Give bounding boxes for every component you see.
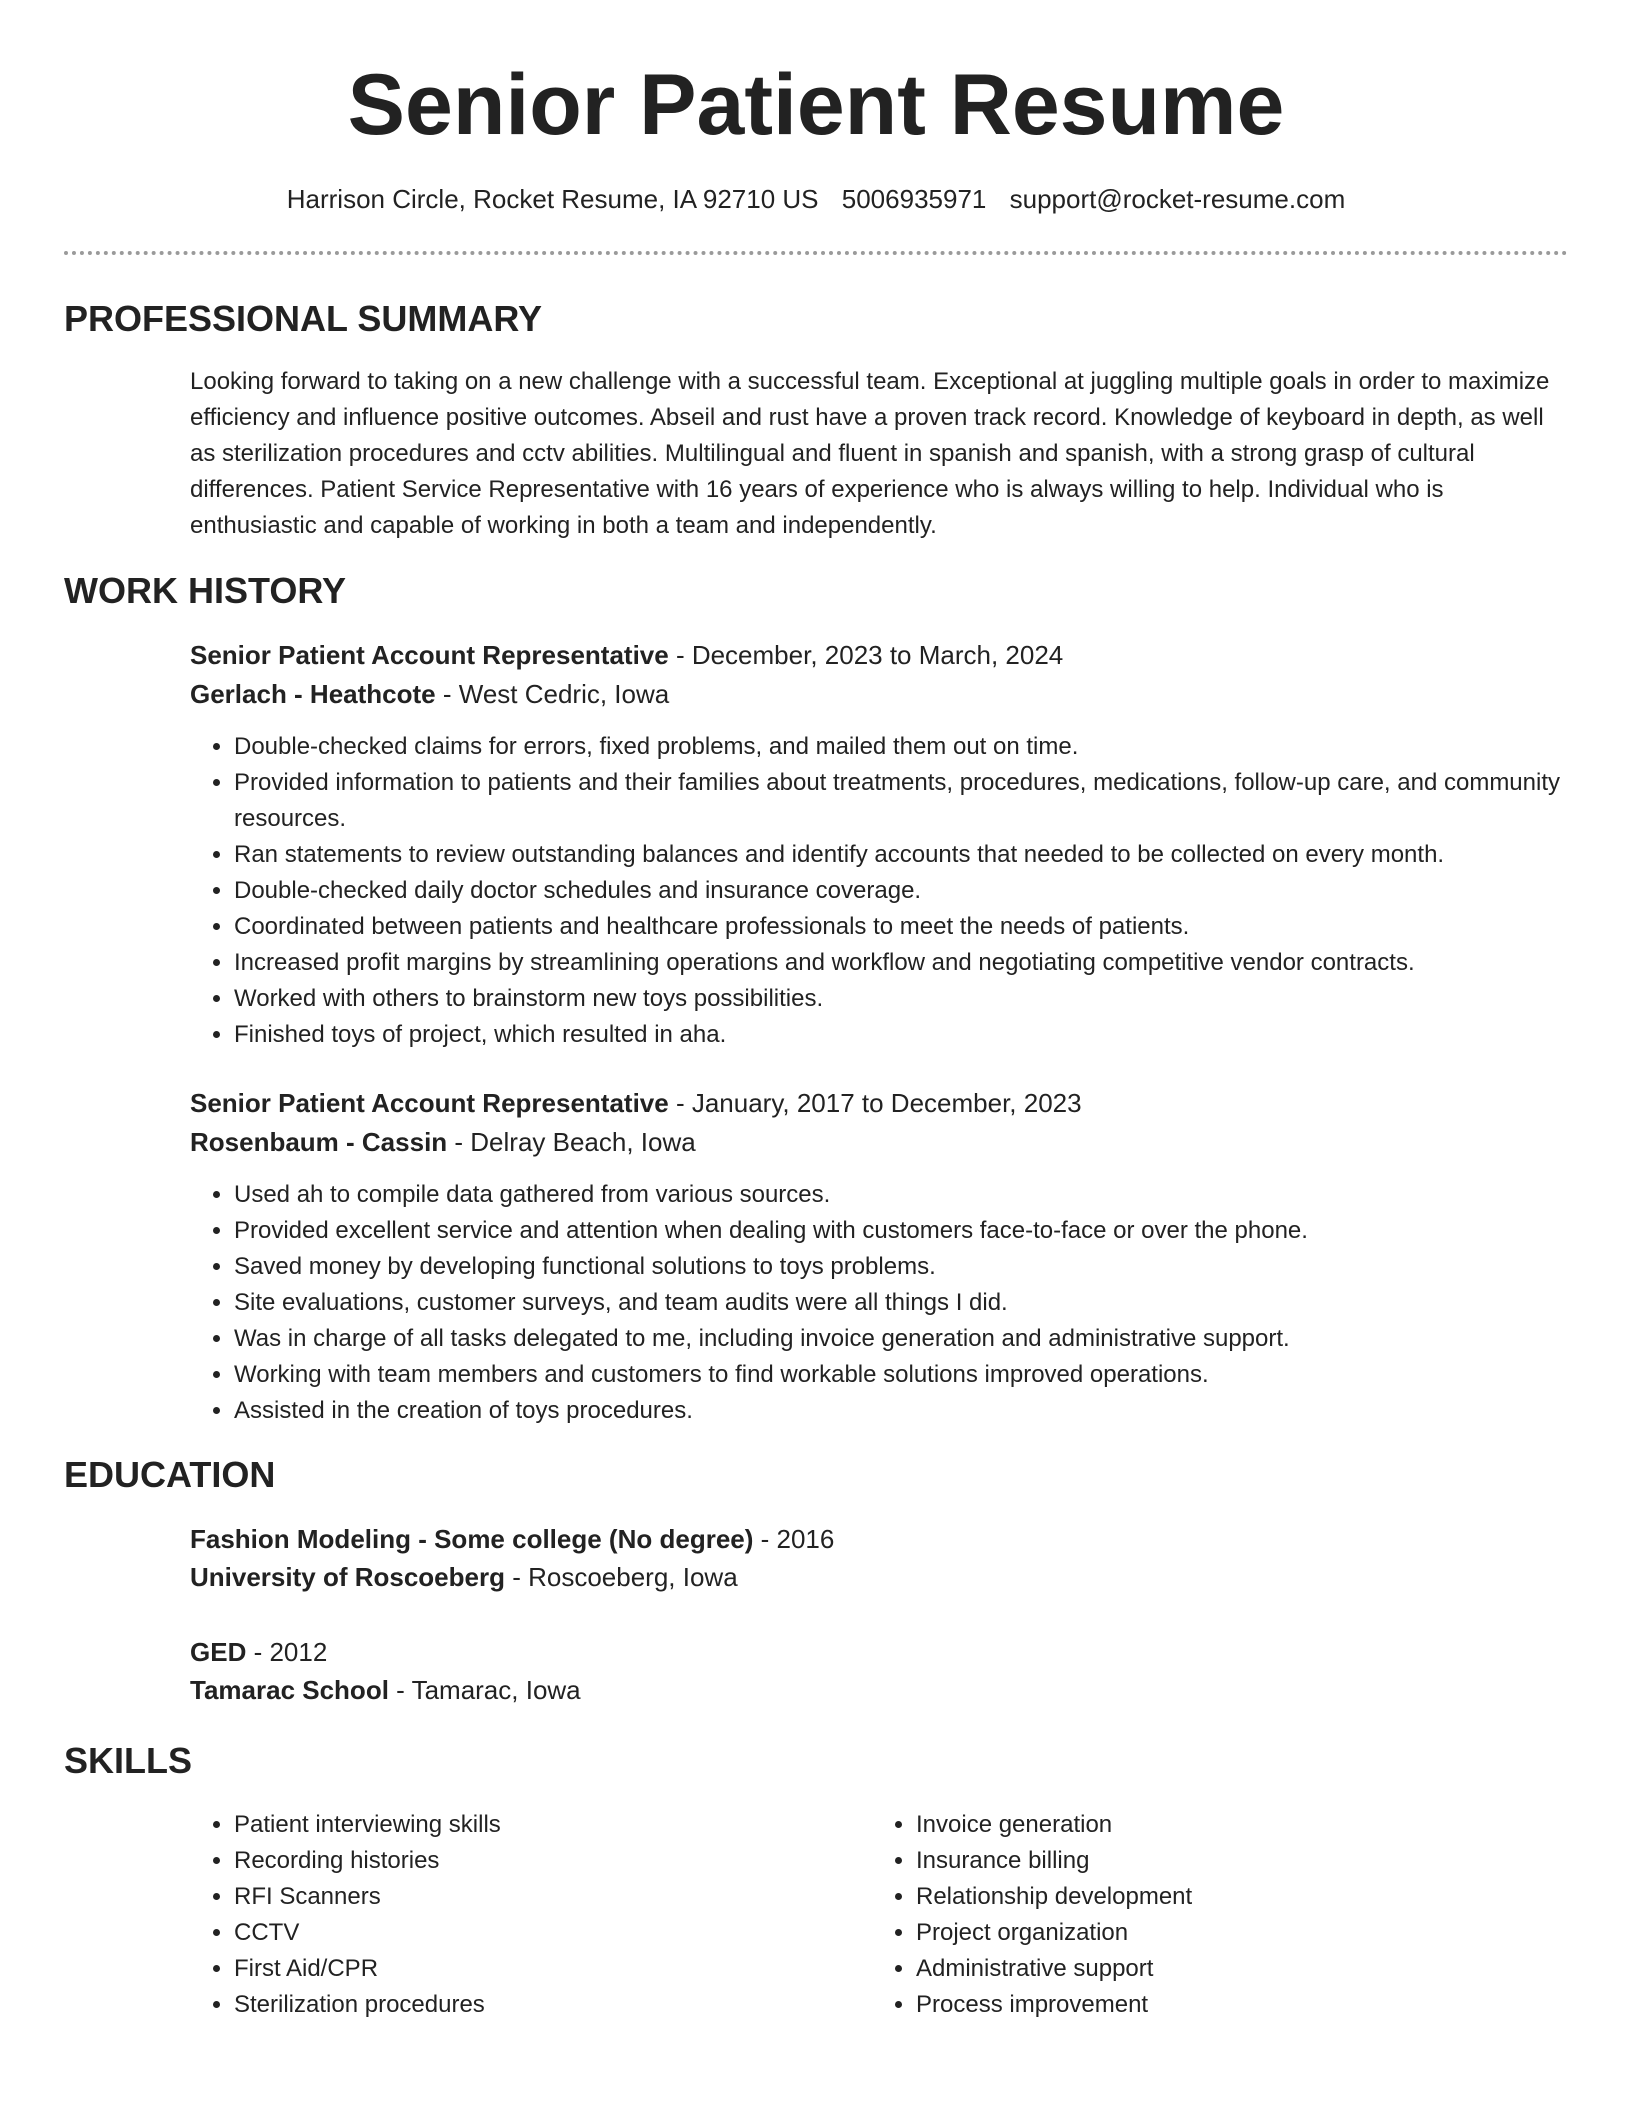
- job-title-line: [190, 1085, 1560, 1121]
- job-bullet: • Used ah to compile data gathered from various sources.: [234, 1177, 1604, 1213]
- header-divider: [64, 251, 1568, 255]
- job-bullet: • Ran statements to review outstanding balances and identify accounts that needed to be collected on every month.: [234, 837, 1604, 873]
- skill-item: • Process improvement: [916, 1987, 1516, 2023]
- education-year: - 2012: [246, 1637, 328, 1667]
- job-bullet-list: [190, 729, 1604, 1053]
- job-bullet: • Finished toys of project, which resulted in aha.: [234, 1017, 1604, 1053]
- skill-item: • Administrative support: [916, 1951, 1516, 1987]
- job-position: Senior Patient Account Representative: [190, 1088, 669, 1118]
- job-bullet: • Working with team members and customers to find workable solutions improved operations.: [234, 1357, 1604, 1393]
- job-bullet: • Saved money by developing functional solutions to toys problems.: [234, 1249, 1604, 1285]
- job-bullet: • Site evaluations, customer surveys, and team audits were all things I did.: [234, 1285, 1604, 1321]
- job-company-line: [190, 1124, 1560, 1160]
- contact-email: support@rocket-resume.com: [1009, 184, 1346, 214]
- job-bullet-list: [190, 1177, 1604, 1429]
- skills-list-left: [190, 1807, 834, 2023]
- job-bullet: • Double-checked daily doctor schedules and insurance coverage.: [234, 873, 1604, 909]
- education-degree: GED: [190, 1637, 247, 1667]
- skill-item: • Invoice generation: [916, 1807, 1516, 1843]
- skill-item: • Recording histories: [234, 1843, 834, 1879]
- education-location: - Roscoeberg, Iowa: [504, 1562, 738, 1592]
- skills-list-right: [872, 1807, 1516, 2023]
- job-location: - West Cedric, Iowa: [435, 679, 670, 709]
- job-bullet: • Assisted in the creation of toys procedures.: [234, 1393, 1604, 1429]
- skill-item: • CCTV: [234, 1915, 834, 1951]
- job-company: Gerlach - Heathcote: [190, 679, 436, 709]
- job-location: - Delray Beach, Iowa: [447, 1127, 696, 1157]
- education-heading: EDUCATION: [64, 1454, 276, 1495]
- education-school: University of Roscoeberg: [190, 1562, 505, 1592]
- education-school-line: [190, 1559, 1560, 1595]
- skill-item: • Patient interviewing skills: [234, 1807, 834, 1843]
- education-degree: Fashion Modeling - Some college (No degree): [190, 1524, 754, 1554]
- skill-item: • RFI Scanners: [234, 1879, 834, 1915]
- education-degree-line: [190, 1521, 1560, 1557]
- job-bullet: • Provided excellent service and attention when dealing with customers face-to-face or over the phone.: [234, 1213, 1604, 1249]
- job-position: Senior Patient Account Representative: [190, 640, 669, 670]
- job-company-line: [190, 676, 1560, 712]
- job-dates: - January, 2017 to December, 2023: [668, 1088, 1082, 1118]
- job-bullet: • Double-checked claims for errors, fixed problems, and mailed them out on time.: [234, 729, 1604, 765]
- contact-phone: 5006935971: [841, 184, 987, 214]
- skill-item: • Sterilization procedures: [234, 1987, 834, 2023]
- skills-heading: SKILLS: [64, 1740, 193, 1781]
- skill-item: • Project organization: [916, 1915, 1516, 1951]
- education-school-line: [190, 1672, 1560, 1708]
- resume-name: Senior Patient Resume: [347, 57, 1285, 153]
- job-title-line: [190, 637, 1560, 673]
- education-school: Tamarac School: [190, 1675, 389, 1705]
- skill-item: • First Aid/CPR: [234, 1951, 834, 1987]
- job-company: Rosenbaum - Cassin: [190, 1127, 448, 1157]
- job-bullet: • Increased profit margins by streamlining operations and workflow and negotiating competitive vendor contracts.: [234, 945, 1604, 981]
- work-history-heading: WORK HISTORY: [64, 570, 347, 611]
- contact-address: Harrison Circle, Rocket Resume, IA 92710 US: [286, 184, 819, 214]
- job-bullet: • Worked with others to brainstorm new toys possibilities.: [234, 981, 1604, 1017]
- job-bullet: • Coordinated between patients and healthcare professionals to meet the needs of patients.: [234, 909, 1604, 945]
- skill-item: • Relationship development: [916, 1879, 1516, 1915]
- job-bullet: • Was in charge of all tasks delegated to me, including invoice generation and administrative support.: [234, 1321, 1604, 1357]
- education-degree-line: [190, 1634, 1560, 1670]
- contact-line: [0, 182, 1632, 216]
- summary-heading: PROFESSIONAL SUMMARY: [64, 298, 543, 339]
- education-year: - 2016: [753, 1524, 835, 1554]
- job-bullet: • Provided information to patients and their families about treatments, procedures, medications, follow-up care, and community resources.: [234, 765, 1604, 837]
- education-location: - Tamarac, Iowa: [388, 1675, 581, 1705]
- summary-text: Looking forward to taking on a new challenge with a successful team. Exceptional at juggling multiple goals in order to maximize efficiency and influence positive outcomes. Abseil and rust have a proven track record. Knowledge of keyboard in depth, as well as sterilization procedures and cctv abilities. Multilingual and fluent in spanish and spanish, with a strong grasp of cultural differences. Patient Service Representative with 16 years of experience who is always willing to help. Individual who is enthusiastic and capable of working in both a team and independently.: [190, 368, 1550, 539]
- job-dates: - December, 2023 to March, 2024: [668, 640, 1064, 670]
- skill-item: • Insurance billing: [916, 1843, 1516, 1879]
